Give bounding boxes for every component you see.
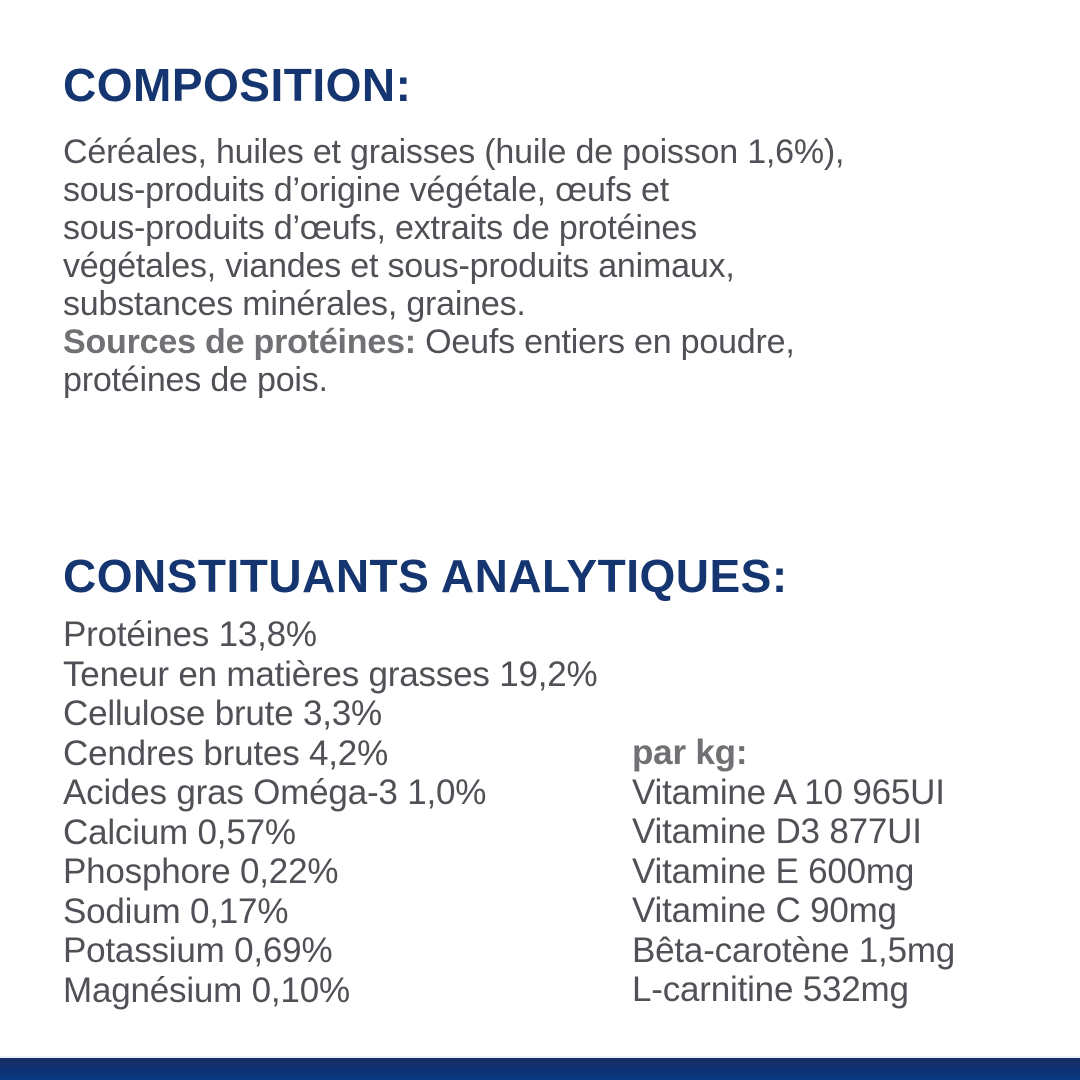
- protein-sources-text: Oeufs entiers en poudre,: [415, 323, 795, 361]
- nutrient-item: Sodium 0,17%: [63, 891, 289, 931]
- composition-line: Céréales, huiles et graisses (huile de poisson 1,6%),: [63, 133, 845, 171]
- composition-line: sous-produits d’origine végétale, œufs et: [63, 171, 670, 209]
- vitamin-item: Bêta-carotène 1,5mg: [632, 930, 956, 970]
- analytical-heading: CONSTITUANTS ANALYTIQUES:: [63, 550, 788, 602]
- composition-heading: COMPOSITION:: [63, 59, 412, 111]
- protein-sources-label: Sources de protéines:: [63, 323, 416, 361]
- protein-sources-line: [63, 323, 1023, 361]
- composition-line: végétales, viandes et sous-produits animaux,: [63, 247, 735, 285]
- nutrient-item: Cendres brutes 4,2%: [63, 733, 388, 773]
- composition-line: sous-produits d’œufs, extraits de protéines: [63, 209, 697, 247]
- nutrient-item: Phosphore 0,22%: [63, 852, 339, 891]
- vitamin-item: Vitamine A 10 965UI: [632, 772, 945, 812]
- vitamin-item: Vitamine C 90mg: [632, 891, 897, 930]
- protein-sources-line2: protéines de pois.: [63, 361, 328, 399]
- nutrient-item: Acides gras Oméga-3 1,0%: [63, 773, 487, 812]
- nutrient-item: Protéines 13,8%: [63, 615, 317, 654]
- vitamin-item: L-carnitine 532mg: [632, 970, 909, 1009]
- vitamin-item: Vitamine D3 877UI: [632, 812, 922, 851]
- nutrient-list: [63, 615, 597, 1010]
- composition-line: substances minérales, graines.: [63, 285, 526, 323]
- nutrient-item: Cellulose brute 3,3%: [63, 694, 382, 733]
- footer-brand-bar: [0, 1056, 1080, 1080]
- vitamin-list: [632, 733, 955, 1010]
- vitamin-item: Vitamine E 600mg: [632, 851, 915, 891]
- nutrient-item: Potassium 0,69%: [63, 931, 333, 970]
- per-kg-label: par kg:: [632, 733, 748, 772]
- composition-paragraph: [63, 133, 1023, 399]
- nutrient-item: Calcium 0,57%: [63, 812, 296, 852]
- nutrient-item: Teneur en matières grasses 19,2%: [63, 654, 598, 694]
- nutrient-item: Magnésium 0,10%: [63, 970, 350, 1010]
